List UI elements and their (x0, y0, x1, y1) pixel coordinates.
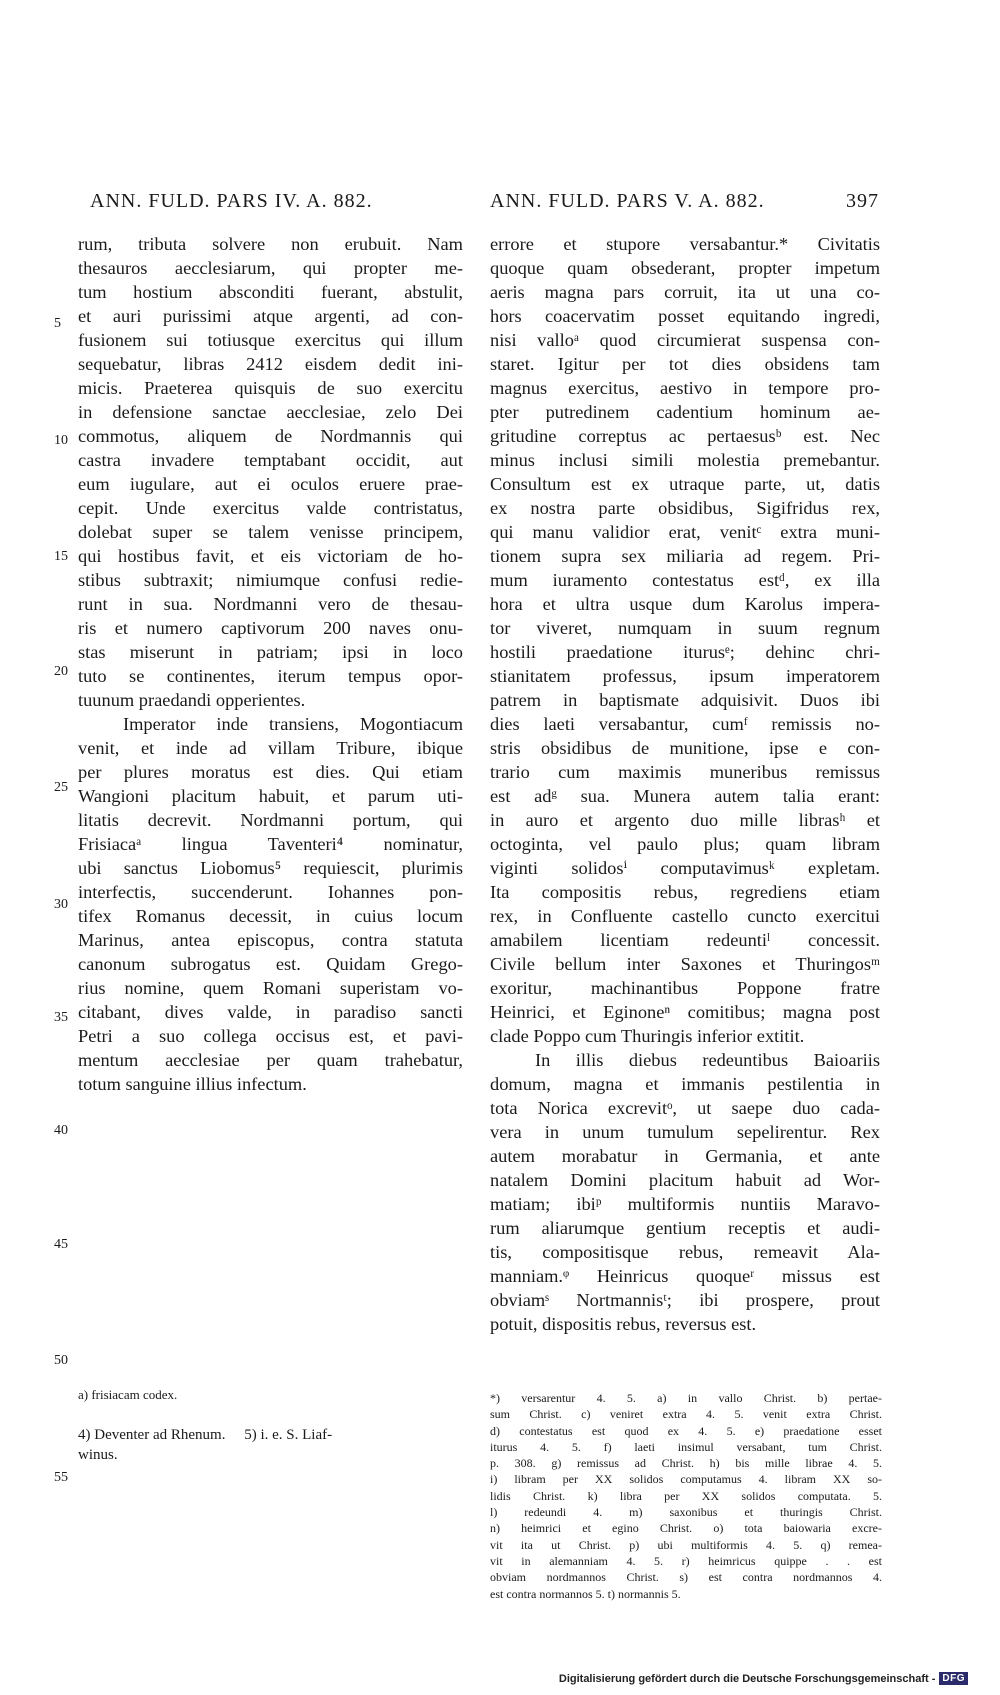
text-line: sequebatur, libras 2412 eisdem dedit ini- (78, 354, 463, 374)
text-line: quoque quam obsederant, propter impetum (490, 258, 880, 278)
text-line: castra invadere temptabant occidit, aut (78, 450, 463, 470)
text-line: micis. Praeterea quisquis de suo exercitu (78, 378, 463, 398)
footnote-line: iturus 4. 5. f) laeti insimul versabant, tum Christ. (490, 1439, 882, 1454)
text-line: Marinus, antea episcopus, contra statuta (78, 930, 463, 950)
text-line: viginti solidosⁱ computavimusᵏ expletam. (490, 858, 880, 878)
text-line: citabant, dives valde, in paradiso sancti (78, 1002, 463, 1022)
line-number: 35 (54, 1010, 68, 1025)
text-line: totum sanguine illius infectum. (78, 1074, 307, 1094)
text-line: stris obsidibus de munitione, ipse e con- (490, 738, 880, 758)
line-number: 40 (54, 1123, 68, 1138)
text-line: qui manu validior erat, venitᶜ extra muni- (490, 522, 880, 542)
text-line: commotus, aliquem de Nordmannis qui (78, 426, 463, 446)
text-line: staret. Igitur per tot dies obsidens tam (490, 354, 880, 374)
right-text-column (490, 232, 880, 1336)
text-line: litatis decrevit. Nordmanni portum, qui (78, 810, 463, 830)
footnote-line: est contra normannos 5. t) normannis 5. (490, 1586, 681, 1601)
text-line: rum, tributa solvere non erubuit. Nam (78, 234, 463, 254)
text-line: exoritur, machinantibus Poppone fratre (490, 978, 880, 998)
text-line: ex nostra parte obsidibus, Sigifridus rex, (490, 498, 880, 518)
text-line: manniam.ᵠ Heinricus quoqueʳ missus est (490, 1266, 880, 1286)
text-line: rex, in Confluente castello cuncto exercitui (490, 906, 880, 926)
text-line: domum, magna et immanis pestilentia in (490, 1074, 880, 1094)
text-line: trario cum maximis muneribus remissus (490, 762, 880, 782)
text-line: aeris magna pars corruit, ita ut una co- (490, 282, 880, 302)
line-number: 10 (54, 433, 68, 448)
dfg-logo: DFG (939, 1672, 968, 1685)
text-line: et auri purissimi atque argenti, ad con- (78, 306, 463, 326)
text-line: ris et numero captivorum 200 naves onu- (78, 618, 463, 638)
text-line: venit, et inde ad villam Tribure, ibique (78, 738, 463, 758)
text-line: matiam; ibiᵖ multiformis nuntiis Maravo- (490, 1194, 880, 1214)
text-line: obviamˢ Nortmannisᵗ; ibi prospere, prout (490, 1290, 880, 1310)
text-line: clade Poppo cum Thuringis inferior extitit. (490, 1026, 805, 1046)
text-line: In illis diebus redeuntibus Baioariis (535, 1050, 880, 1070)
text-line: patrem in baptismate adquisivit. Duos ibi (490, 690, 880, 710)
text-line: canonum subrogatus est. Quidam Grego- (78, 954, 463, 974)
footnote-line: lidis Christ. k) libra per XX solidos computata. 5. (490, 1488, 882, 1503)
line-number: 30 (54, 897, 68, 912)
text-line: fusionem sui totiusque exercitus qui illum (78, 330, 463, 350)
text-line: Heinrici, et Eginoneⁿ comitibus; magna post (490, 1002, 880, 1022)
page-number: 397 (846, 190, 879, 212)
line-number: 55 (54, 1470, 68, 1485)
text-line: mum iuramento contestatus estᵈ, ex illa (490, 570, 880, 590)
text-line: tionem supra sex miliaria ad regem. Pri- (490, 546, 880, 566)
footnote-line: sum Christ. c) veniret extra 4. 5. venit extra Christ. (490, 1407, 882, 1422)
line-number: 45 (54, 1237, 68, 1252)
text-line: per plures moratus est dies. Qui etiam (78, 762, 463, 782)
footnote-line: vit in alemanniam 4. 5. r) heimricus quippe . . est (490, 1553, 882, 1568)
digitization-footer (559, 1672, 968, 1685)
text-line: Consultum est ex utraque parte, ut, datis (490, 474, 880, 494)
text-line: stianitatem professus, ipsum imperatorem (490, 666, 880, 686)
text-line: vera in unum tumulum sepelirentur. Rex (490, 1122, 880, 1142)
text-line: errore et stupore versabantur.* Civitatis (490, 234, 880, 254)
text-line: stas miserunt in patriam; ipsi in loco (78, 642, 463, 662)
footnote-line: p. 308. g) remissus ad Christ. h) bis mille librae 4. 5. (490, 1456, 882, 1471)
text-line: est adᵍ sua. Munera autem talia erant: (490, 786, 880, 806)
text-line: autem morabatur in Germania, et ante (490, 1146, 880, 1166)
line-number: 15 (54, 549, 68, 564)
footnote-line: n) heimrici et egino Christ. o) tota baiowaria excre- (490, 1521, 882, 1536)
text-line: Civile bellum inter Saxones et Thuringosᵐ (490, 954, 880, 974)
text-line: stibus subtraxit; nimiumque confusi redie- (78, 570, 463, 590)
text-line: Imperator inde transiens, Mogontiacum (123, 714, 463, 734)
text-line: hostili praedatione iturusᵉ; dehinc chri- (490, 642, 880, 662)
line-number: 5 (54, 316, 61, 331)
text-line: cepit. Unde exercitus valde contristatus, (78, 498, 463, 518)
text-line: qui hostibus favit, et eis victoriam de ho- (78, 546, 463, 566)
text-line: octoginta, vel paulo plus; quam libram (490, 834, 880, 854)
page-header-left: ANN. FULD. PARS IV. A. 882. (90, 190, 373, 212)
text-line: pter putredinem cadentium hominum ae- (490, 402, 880, 422)
footnote-left-4-5: 4) Deventer ad Rhenum. 5) i. e. S. Liaf- (78, 1427, 333, 1443)
line-number: 50 (54, 1353, 68, 1368)
footnote-line: l) redeundi 4. m) saxonibus et thuringis Christ. (490, 1505, 882, 1520)
text-line: tis, compositisque rebus, remeavit Ala- (490, 1242, 880, 1262)
text-line: tor viveret, numquam in suum regnum (490, 618, 880, 638)
page-header-right: ANN. FULD. PARS V. A. 882. (490, 190, 765, 212)
footnote-left-a: a) frisiacam codex. (78, 1387, 178, 1402)
text-line: ubi sanctus Liobomus⁵ requiescit, plurimis (78, 858, 463, 878)
line-number: 20 (54, 664, 68, 679)
footer-text: Digitalisierung gefördert durch die Deutsche Forschungsgemeinschaft - (558, 1672, 936, 1685)
text-line: rius nomine, quem Romani superistam vo- (78, 978, 463, 998)
text-line: interfectis, succenderunt. Iohannes pon- (78, 882, 463, 902)
footnote-line: *) versarentur 4. 5. a) in vallo Christ. b) pertae- (490, 1391, 882, 1405)
text-line: dolebat super se talem venisse principem, (78, 522, 463, 542)
text-line: tum hostium absconditi fuerant, abstulit, (78, 282, 463, 302)
footnote-line: obviam nordmannos Christ. s) est contra nordmannos 4. (490, 1570, 882, 1585)
text-line: hora et ultra usque dum Karolus impera- (490, 594, 880, 614)
text-line: tuunum praedandi opperientes. (78, 690, 306, 710)
text-line: runt in sua. Nordmanni vero de thesau- (78, 594, 463, 614)
line-number: 25 (54, 780, 68, 795)
footnotes-right (490, 1390, 882, 1602)
text-line: thesauros aecclesiarum, qui propter me- (78, 258, 463, 278)
text-line: natalem Domini placitum habuit ad Wor- (490, 1170, 880, 1190)
text-line: Frisiacaᵃ lingua Taventeri⁴ nominatur, (78, 834, 463, 854)
text-line: hors coacervatim posset equitando ingredi, (490, 306, 880, 326)
text-line: magnus exercitus, aestivo in tempore pro- (490, 378, 880, 398)
text-line: minus inclusi simili molestia premebantur. (490, 450, 880, 470)
text-line: eum iugulare, aut ei oculos eruere prae- (78, 474, 463, 494)
text-line: Ita compositis rebus, regrediens etiam (490, 882, 880, 902)
text-line: dies laeti versabantur, cumᶠ remissis no- (490, 714, 880, 734)
text-line: potuit, dispositis rebus, reversus est. (490, 1314, 757, 1334)
footnote-left-4-5-cont: winus. (78, 1447, 118, 1463)
text-line: in auro et argento duo mille librasʰ et (490, 810, 880, 830)
text-line: in defensione sanctae aecclesiae, zelo Dei (78, 402, 463, 422)
footnote-line: i) libram per XX solidos computamus 4. libram XX so- (490, 1472, 882, 1487)
text-line: tota Norica excrevitᵒ, ut saepe duo cada- (490, 1098, 880, 1118)
footnote-line: d) contestatus est quod ex 4. 5. e) praedatione esset (490, 1423, 882, 1438)
text-line: tuto se continentes, iterum tempus opor- (78, 666, 463, 686)
left-text-column (78, 232, 463, 1096)
text-line: rum aliarumque gentium receptis et audi- (490, 1218, 880, 1238)
text-line: Petri a suo collega occisus est, et pavi- (78, 1026, 463, 1046)
text-line: nisi valloᵃ quod circumierat suspensa con- (490, 330, 880, 350)
text-line: gritudine correptus ac pertaesusᵇ est. Nec (490, 426, 880, 446)
footnote-line: vit ita ut Christ. p) ubi multiformis 4. 5. q) remea- (490, 1537, 882, 1552)
text-line: mentum aecclesiae per quam trahebatur, (78, 1050, 463, 1070)
text-line: tifex Romanus decessit, in cuius locum (78, 906, 463, 926)
text-line: amabilem licentiam redeuntiˡ concessit. (490, 930, 880, 950)
text-line: Wangioni placitum habuit, et parum uti- (78, 786, 463, 806)
